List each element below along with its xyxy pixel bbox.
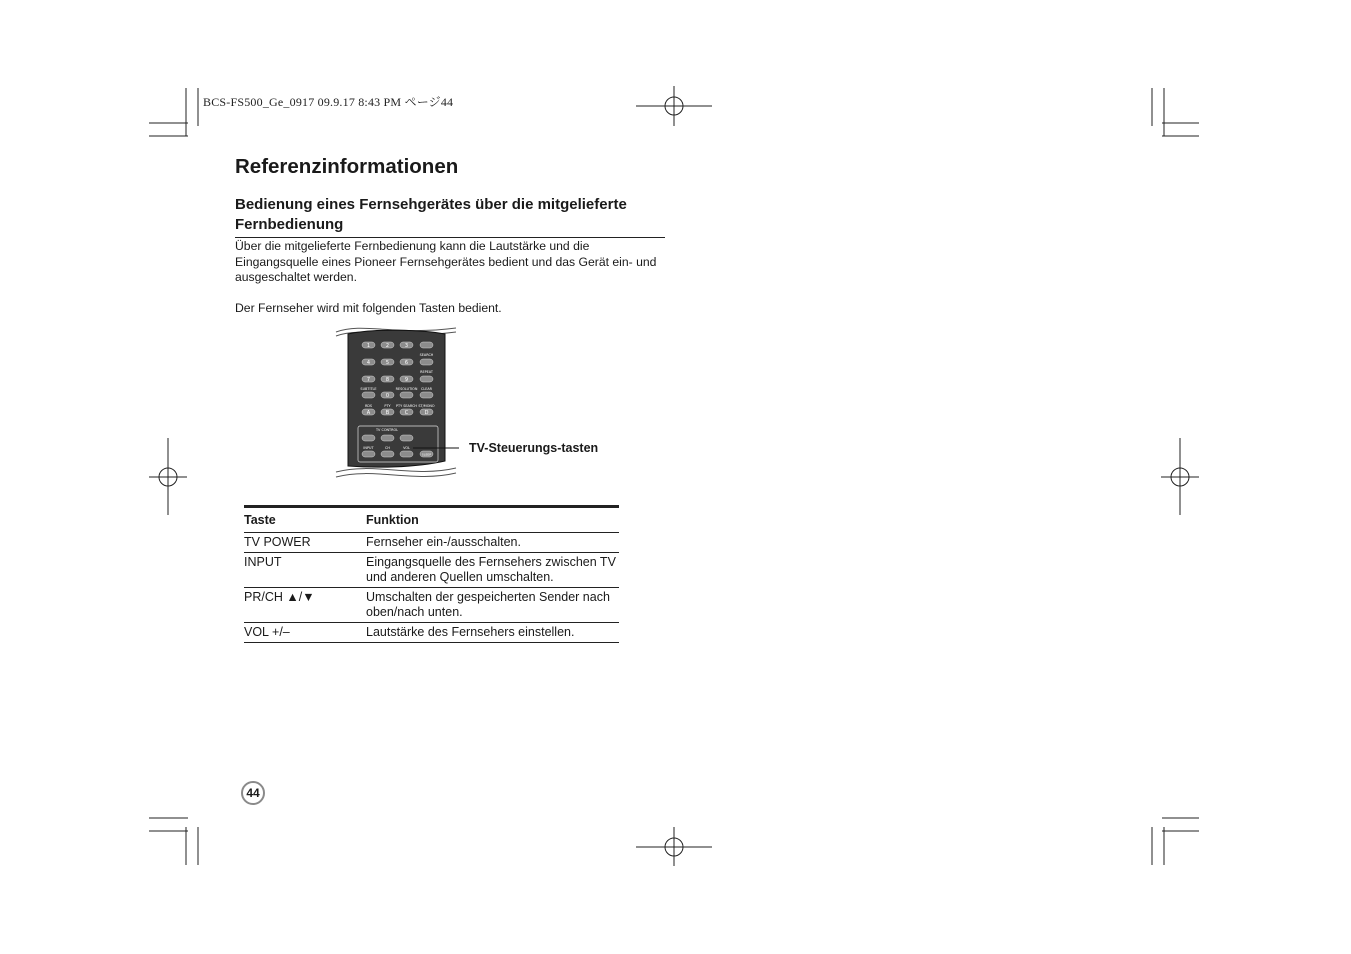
- remote-key-6: 6: [404, 360, 409, 366]
- table-header-function: Funktion: [366, 507, 619, 533]
- remote-label-tv-control: TV CONTROL: [375, 428, 399, 432]
- remote-key-4: 4: [366, 360, 371, 366]
- remote-label-display: RESOLUTION: [395, 387, 418, 391]
- remote-label-search: SEARCH: [419, 353, 434, 357]
- remote-label-clear: CLEAR: [420, 387, 433, 391]
- remote-label-repeat: REPEAT: [420, 370, 433, 374]
- intro-paragraph: Über die mitgelieferte Fernbedienung kann die Lautstärke und die Eingangsquelle eines Pioneer Fernsehgerätes bedient und das Gerät ein- und ausgeschaltet werden.: [235, 239, 657, 285]
- remote-key-c: C: [404, 410, 409, 416]
- remote-key-3: 3: [404, 343, 409, 349]
- tv-control-callout-label: TV-Steuerungs-tasten: [469, 441, 599, 455]
- table-cell-function: Eingangsquelle des Fernsehers zwischen TV und anderen Quellen umschalten.: [366, 553, 619, 588]
- remote-key-a: A: [366, 410, 371, 416]
- table-cell-key: INPUT: [244, 553, 366, 588]
- table-row: [244, 588, 619, 623]
- remote-label-ch: CH: [385, 446, 390, 450]
- remote-key-0: 0: [385, 393, 390, 399]
- remote-key-9: 9: [404, 377, 409, 383]
- table-cell-function: Umschalten der gespeicherten Sender nach oben/nach unten.: [366, 588, 619, 623]
- remote-key-7: 7: [366, 377, 371, 383]
- table-cell-key: TV POWER: [244, 533, 366, 553]
- table-cell-key: VOL +/–: [244, 623, 366, 643]
- remote-key-d: D: [424, 410, 429, 416]
- remote-key-1: 1: [366, 343, 371, 349]
- remote-label-pty-search: PTY SEARCH: [396, 404, 417, 408]
- section-title: Bedienung eines Fernsehgerätes über die mitgelieferte Fernbedienung: [235, 195, 665, 238]
- key-function-table: [244, 505, 619, 643]
- remote-label-input: INPUT: [363, 446, 374, 450]
- remote-key-b: B: [385, 410, 390, 416]
- remote-key-8: 8: [385, 377, 390, 383]
- remote-label-st-mono: ST/MONO: [418, 404, 435, 408]
- remote-key-5: 5: [385, 360, 390, 366]
- table-cell-key: PR/CH ▲/▼: [244, 588, 366, 623]
- print-slug-line: BCS-FS500_Ge_0917 09.9.17 8:43 PM ページ44: [203, 95, 454, 109]
- remote-label-pty: PTY: [384, 404, 391, 408]
- page-number-badge: 44: [241, 781, 265, 805]
- remote-label-rds: RDS: [364, 404, 373, 408]
- remote-key-2: 2: [385, 343, 390, 349]
- table-cell-function: Lautstärke des Fernsehers einstellen.: [366, 623, 619, 643]
- table-header-row: [244, 507, 619, 533]
- remote-control-illustration: [334, 322, 459, 482]
- table-row: [244, 533, 619, 553]
- remote-label-vol: VOL: [403, 446, 410, 450]
- table-header-key: Taste: [244, 507, 366, 533]
- table-row: [244, 553, 619, 588]
- page-title: Referenzinformationen: [235, 155, 459, 178]
- lead-in-paragraph: Der Fernseher wird mit folgenden Tasten bedient.: [235, 301, 502, 315]
- remote-label-sleep: SLEEP: [421, 452, 432, 457]
- table-row: [244, 623, 619, 643]
- table-cell-function: Fernseher ein-/ausschalten.: [366, 533, 619, 553]
- remote-label-subtitle: SUBTITLE: [360, 387, 377, 391]
